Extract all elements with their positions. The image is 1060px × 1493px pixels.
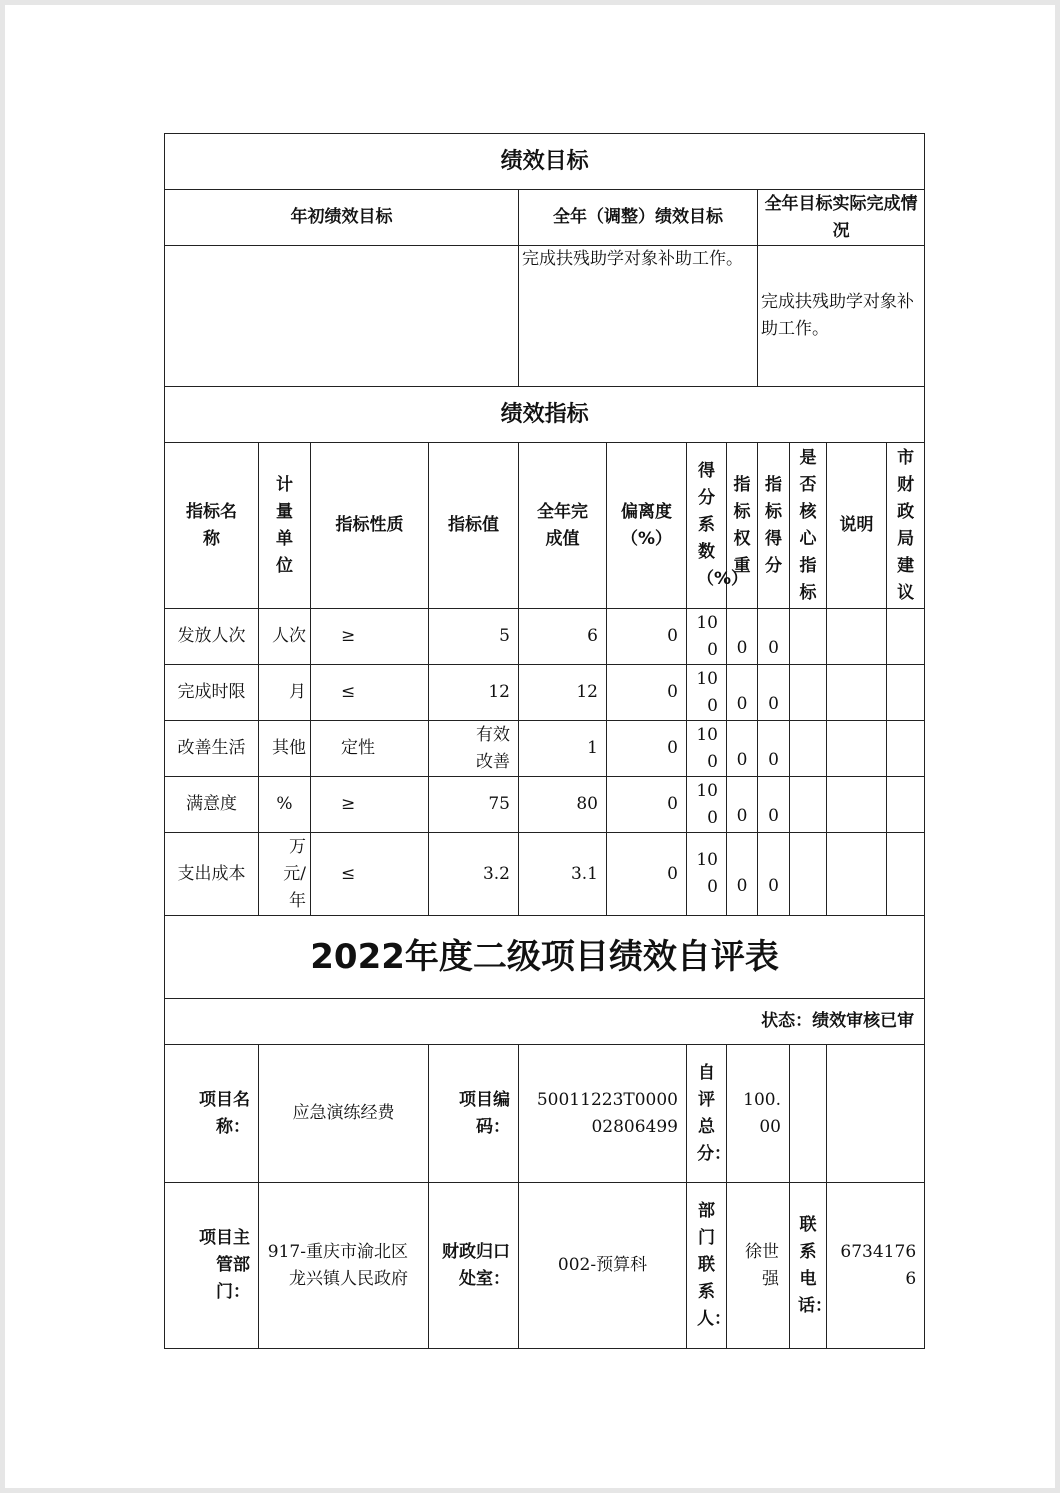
empty-cell [790, 1045, 827, 1183]
table-row [165, 833, 925, 916]
status-label: 状态：绩效审核已审 [165, 999, 925, 1045]
cell-coef: 100 [687, 721, 727, 777]
cell-value: 有效改善 [429, 721, 519, 777]
cell-unit: 其他 [259, 721, 311, 777]
cell-unit: 月 [259, 665, 311, 721]
header-remark: 说明 [827, 443, 887, 609]
cell-weight: 0 [727, 721, 758, 777]
cell-nature: ≥ [311, 609, 429, 665]
cell-coef: 100 [687, 833, 727, 916]
cell-score: 0 [758, 833, 790, 916]
header-score: 指标得分 [758, 443, 790, 609]
header-value: 指标值 [429, 443, 519, 609]
section-title-indicators: 绩效指标 [165, 387, 925, 443]
header-weight: 指标权重 [727, 443, 758, 609]
cell-remark [827, 665, 887, 721]
cell-weight: 0 [727, 777, 758, 833]
cell-value: 3.2 [429, 833, 519, 916]
cell-unit: % [259, 777, 311, 833]
table-row [165, 721, 925, 777]
total-score-value: 100.00 [727, 1045, 790, 1183]
cell-name: 发放人次 [165, 609, 259, 665]
cell-deviation: 0 [607, 833, 687, 916]
cell-value: 75 [429, 777, 519, 833]
cell-suggestion [887, 777, 925, 833]
cell-core [790, 721, 827, 777]
cell-suggestion [887, 609, 925, 665]
cell-score: 0 [758, 777, 790, 833]
cell-name: 支出成本 [165, 833, 259, 916]
phone-label: 联系电话： [790, 1183, 827, 1349]
table-row [165, 665, 925, 721]
finance-office-label: 财政归口处室： [429, 1183, 519, 1349]
cell-coef: 100 [687, 665, 727, 721]
header-unit: 计量单位 [259, 443, 311, 609]
project-code-label: 项目编码： [429, 1045, 519, 1183]
cell-core [790, 777, 827, 833]
cell-suggestion [887, 665, 925, 721]
cell-deviation: 0 [607, 609, 687, 665]
cell-nature: 定性 [311, 721, 429, 777]
cell-deviation: 0 [607, 721, 687, 777]
cell-completed: 3.1 [519, 833, 607, 916]
section-title-goals: 绩效目标 [165, 134, 925, 190]
header-indicator-name: 指标名称 [165, 443, 259, 609]
header-actual-completion: 全年目标实际完成情况 [758, 190, 925, 246]
project-name-value: 应急演练经费 [259, 1045, 429, 1183]
initial-goal-text [165, 246, 519, 387]
cell-weight: 0 [727, 665, 758, 721]
cell-completed: 12 [519, 665, 607, 721]
cell-completed: 80 [519, 777, 607, 833]
cell-value: 12 [429, 665, 519, 721]
header-suggestion: 市财政局建议 [887, 443, 925, 609]
cell-suggestion [887, 833, 925, 916]
cell-suggestion [887, 721, 925, 777]
cell-unit: 人次 [259, 609, 311, 665]
cell-remark [827, 721, 887, 777]
finance-office-value: 002-预算科 [519, 1183, 687, 1349]
cell-nature: ≤ [311, 665, 429, 721]
header-initial-goal: 年初绩效目标 [165, 190, 519, 246]
cell-nature: ≥ [311, 777, 429, 833]
document-page [5, 5, 1055, 1488]
cell-coef: 100 [687, 609, 727, 665]
cell-coef: 100 [687, 777, 727, 833]
phone-value: 67341766 [827, 1183, 925, 1349]
header-core: 是否核心指标 [790, 443, 827, 609]
form-title: 2022年度二级项目绩效自评表 [165, 916, 925, 999]
cell-deviation: 0 [607, 777, 687, 833]
actual-completion-text: 完成扶残助学对象补助工作。 [758, 246, 925, 387]
table-row [165, 777, 925, 833]
project-name-label: 项目名称： [165, 1045, 259, 1183]
header-score-coef: 得分系数（%） [687, 443, 727, 609]
cell-unit: 万元/年 [259, 833, 311, 916]
adjusted-goal-text: 完成扶残助学对象补助工作。 [519, 246, 758, 387]
cell-core [790, 609, 827, 665]
cell-name: 满意度 [165, 777, 259, 833]
cell-core [790, 665, 827, 721]
cell-weight: 0 [727, 833, 758, 916]
total-score-label: 自评总分： [687, 1045, 727, 1183]
cell-score: 0 [758, 665, 790, 721]
cell-score: 0 [758, 721, 790, 777]
header-adjusted-goal: 全年（调整）绩效目标 [519, 190, 758, 246]
cell-name: 改善生活 [165, 721, 259, 777]
cell-remark [827, 609, 887, 665]
cell-weight: 0 [727, 609, 758, 665]
header-nature: 指标性质 [311, 443, 429, 609]
cell-remark [827, 833, 887, 916]
contact-person-value: 徐世强 [727, 1183, 790, 1349]
department-label: 项目主管部门： [165, 1183, 259, 1349]
empty-cell [827, 1045, 925, 1183]
cell-completed: 1 [519, 721, 607, 777]
table-row [165, 609, 925, 665]
department-value: 917-重庆市渝北区龙兴镇人民政府 [259, 1183, 429, 1349]
cell-completed: 6 [519, 609, 607, 665]
cell-deviation: 0 [607, 665, 687, 721]
header-completed: 全年完成值 [519, 443, 607, 609]
performance-table [164, 133, 925, 1349]
contact-person-label: 部门联系人： [687, 1183, 727, 1349]
header-deviation: 偏离度（%） [607, 443, 687, 609]
cell-name: 完成时限 [165, 665, 259, 721]
cell-core [790, 833, 827, 916]
cell-score: 0 [758, 609, 790, 665]
cell-value: 5 [429, 609, 519, 665]
cell-remark [827, 777, 887, 833]
cell-nature: ≤ [311, 833, 429, 916]
project-code-value: 50011223T000002806499 [519, 1045, 687, 1183]
